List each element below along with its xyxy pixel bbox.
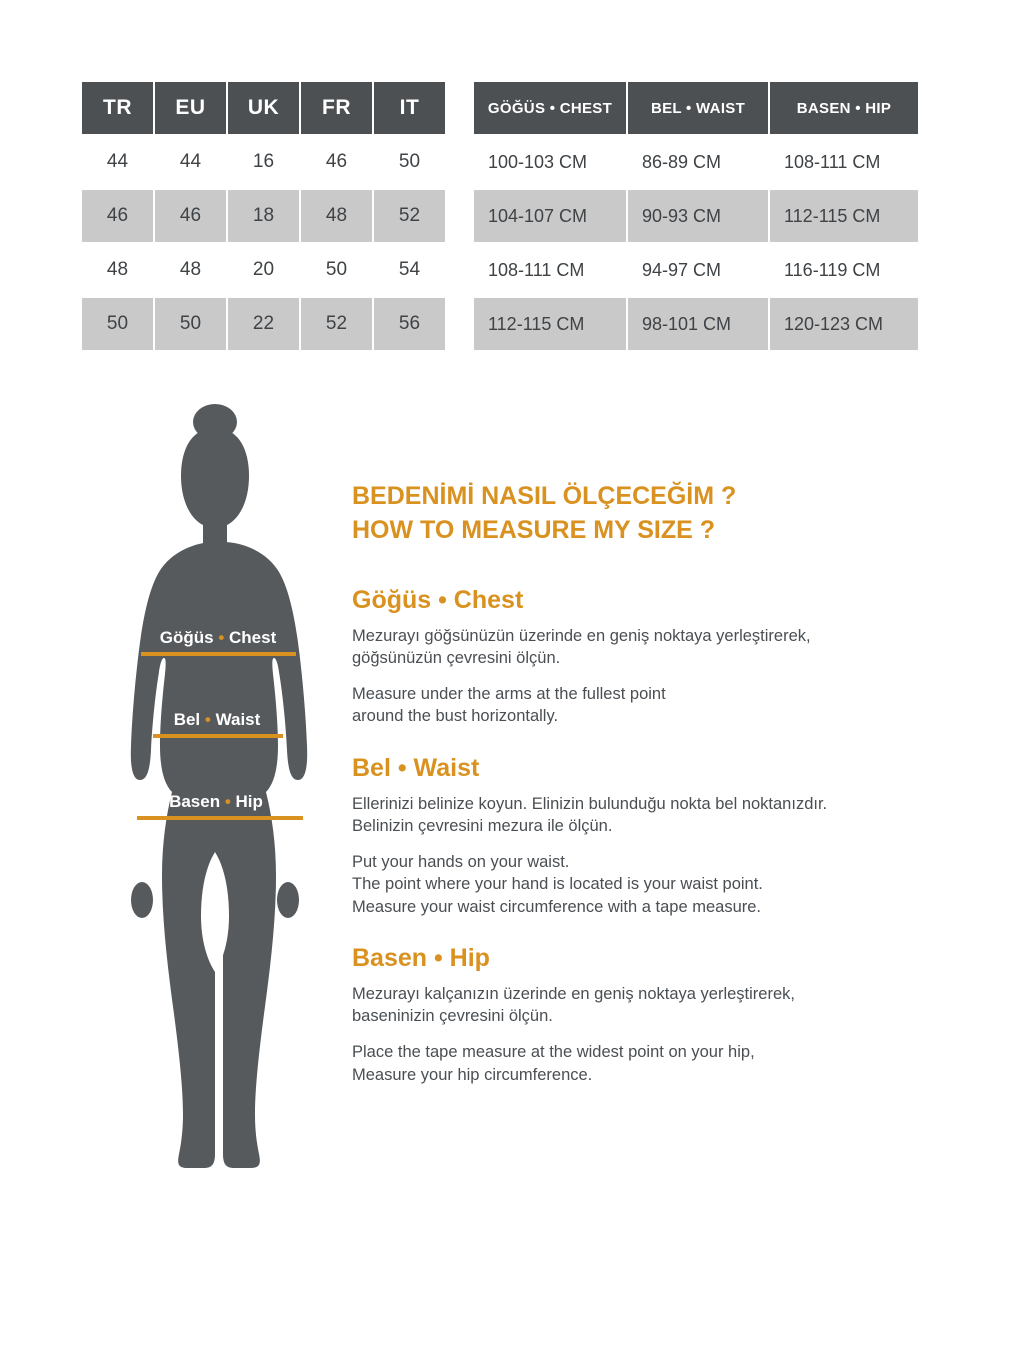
measure-line-chest xyxy=(141,652,296,656)
section-waist-en-line1: Put your hands on your waist. xyxy=(352,853,570,872)
cell-tr: 50 xyxy=(82,298,153,350)
table-row xyxy=(82,298,445,350)
cell-hip: 112-115 CM xyxy=(770,190,918,242)
section-waist-en-line3: Measure your waist circumference with a tape measure. xyxy=(352,897,762,916)
figure-label-waist-en: Waist xyxy=(215,710,261,729)
table-row xyxy=(474,190,918,242)
section-hip xyxy=(352,944,972,1086)
section-title-waist: Bel • Waist xyxy=(352,753,480,782)
table-row xyxy=(82,190,445,242)
bullet-separator: • xyxy=(220,792,236,811)
table-row xyxy=(82,244,445,296)
section-chest-en xyxy=(352,683,972,728)
cell-chest: 104-107 CM xyxy=(474,190,626,242)
section-hip-en-line2: Measure your hip circumference. xyxy=(352,1065,593,1084)
section-waist-en xyxy=(352,851,972,918)
column-header-it: IT xyxy=(374,82,445,134)
figure-label-chest-en: Chest xyxy=(229,628,277,647)
female-body-figure xyxy=(95,400,335,1330)
section-waist-tr xyxy=(352,793,972,838)
cell-fr: 48 xyxy=(301,190,372,242)
page-title xyxy=(352,480,972,548)
figure-label-chest-tr: Göğüs xyxy=(159,628,214,647)
section-waist-en-line2: The point where your hand is located is your waist point. xyxy=(352,875,763,894)
bullet-separator: • xyxy=(200,710,216,729)
figure-label-waist xyxy=(157,710,277,730)
section-chest-en-line2: around the bust horizontally. xyxy=(352,707,559,726)
measure-line-hip xyxy=(137,816,303,820)
section-hip-tr xyxy=(352,983,972,1028)
table-header-row xyxy=(82,82,445,134)
cell-hip: 120-123 CM xyxy=(770,298,918,350)
column-header-hip: BASEN • HIP xyxy=(770,82,918,134)
column-header-waist: BEL • WAIST xyxy=(628,82,768,134)
section-hip-en-line1: Place the tape measure at the widest point on your hip, xyxy=(352,1043,755,1062)
cell-chest: 100-103 CM xyxy=(474,136,626,188)
cell-tr: 46 xyxy=(82,190,153,242)
figure-label-chest xyxy=(143,628,293,648)
cell-uk: 18 xyxy=(228,190,299,242)
size-conversion-table xyxy=(80,80,447,352)
bullet-separator: • xyxy=(213,628,229,647)
tables-area xyxy=(80,80,940,352)
cell-tr: 48 xyxy=(82,244,153,296)
cell-it: 54 xyxy=(374,244,445,296)
cell-waist: 94-97 CM xyxy=(628,244,768,296)
figure-label-waist-tr: Bel xyxy=(173,710,201,729)
cell-chest: 112-115 CM xyxy=(474,298,626,350)
cell-it: 52 xyxy=(374,190,445,242)
body-silhouette-icon xyxy=(95,400,335,1330)
section-waist-tr-line1: Ellerinizi belinize koyun. Elinizin bulunduğu nokta bel noktanızdır. xyxy=(352,794,828,813)
section-chest xyxy=(352,586,972,728)
body-measurement-table xyxy=(472,80,920,352)
cell-eu: 46 xyxy=(155,190,226,242)
column-header-uk: UK xyxy=(228,82,299,134)
instructions-area xyxy=(352,480,972,1112)
section-hip-en xyxy=(352,1041,972,1086)
section-title-hip: Basen • Hip xyxy=(352,943,490,972)
column-header-fr: FR xyxy=(301,82,372,134)
cell-waist: 90-93 CM xyxy=(628,190,768,242)
section-hip-tr-line2: baseninizin çevresini ölçün. xyxy=(352,1007,553,1026)
cell-it: 56 xyxy=(374,298,445,350)
column-header-chest: GÖĞÜS • CHEST xyxy=(474,82,626,134)
cell-uk: 22 xyxy=(228,298,299,350)
section-waist-tr-line2: Belinizin çevresini mezura ile ölçün. xyxy=(352,816,613,835)
table-row xyxy=(474,136,918,188)
cell-hip: 116-119 CM xyxy=(770,244,918,296)
table-row xyxy=(474,244,918,296)
cell-tr: 44 xyxy=(82,136,153,188)
section-chest-en-line1: Measure under the arms at the fullest point xyxy=(352,685,666,704)
figure-label-hip xyxy=(153,792,279,812)
cell-fr: 52 xyxy=(301,298,372,350)
cell-it: 50 xyxy=(374,136,445,188)
page-title-tr: BEDENİMİ NASIL ÖLÇECEĞİM ? xyxy=(352,482,737,510)
cell-fr: 46 xyxy=(301,136,372,188)
figure-label-hip-en: Hip xyxy=(235,792,263,811)
section-hip-tr-line1: Mezurayı kalçanızın üzerinde en geniş noktaya yerleştirerek, xyxy=(352,984,795,1003)
cell-uk: 20 xyxy=(228,244,299,296)
section-chest-tr-line2: göğsünüzün çevresini ölçün. xyxy=(352,648,561,667)
section-chest-tr xyxy=(352,625,972,670)
cell-uk: 16 xyxy=(228,136,299,188)
cell-chest: 108-111 CM xyxy=(474,244,626,296)
cell-waist: 98-101 CM xyxy=(628,298,768,350)
cell-eu: 44 xyxy=(155,136,226,188)
figure-label-hip-tr: Basen xyxy=(169,792,221,811)
column-header-eu: EU xyxy=(155,82,226,134)
measure-line-waist xyxy=(153,734,283,738)
cell-waist: 86-89 CM xyxy=(628,136,768,188)
section-title-chest: Göğüs • Chest xyxy=(352,585,524,614)
section-waist xyxy=(352,754,972,918)
cell-eu: 48 xyxy=(155,244,226,296)
cell-fr: 50 xyxy=(301,244,372,296)
column-header-tr: TR xyxy=(82,82,153,134)
table-row xyxy=(474,298,918,350)
section-chest-tr-line1: Mezurayı göğsünüzün üzerinde en geniş noktaya yerleştirerek, xyxy=(352,626,811,645)
cell-eu: 50 xyxy=(155,298,226,350)
page-title-en: HOW TO MEASURE MY SIZE ? xyxy=(352,515,715,544)
cell-hip: 108-111 CM xyxy=(770,136,918,188)
table-row xyxy=(82,136,445,188)
table-header-row xyxy=(474,82,918,134)
